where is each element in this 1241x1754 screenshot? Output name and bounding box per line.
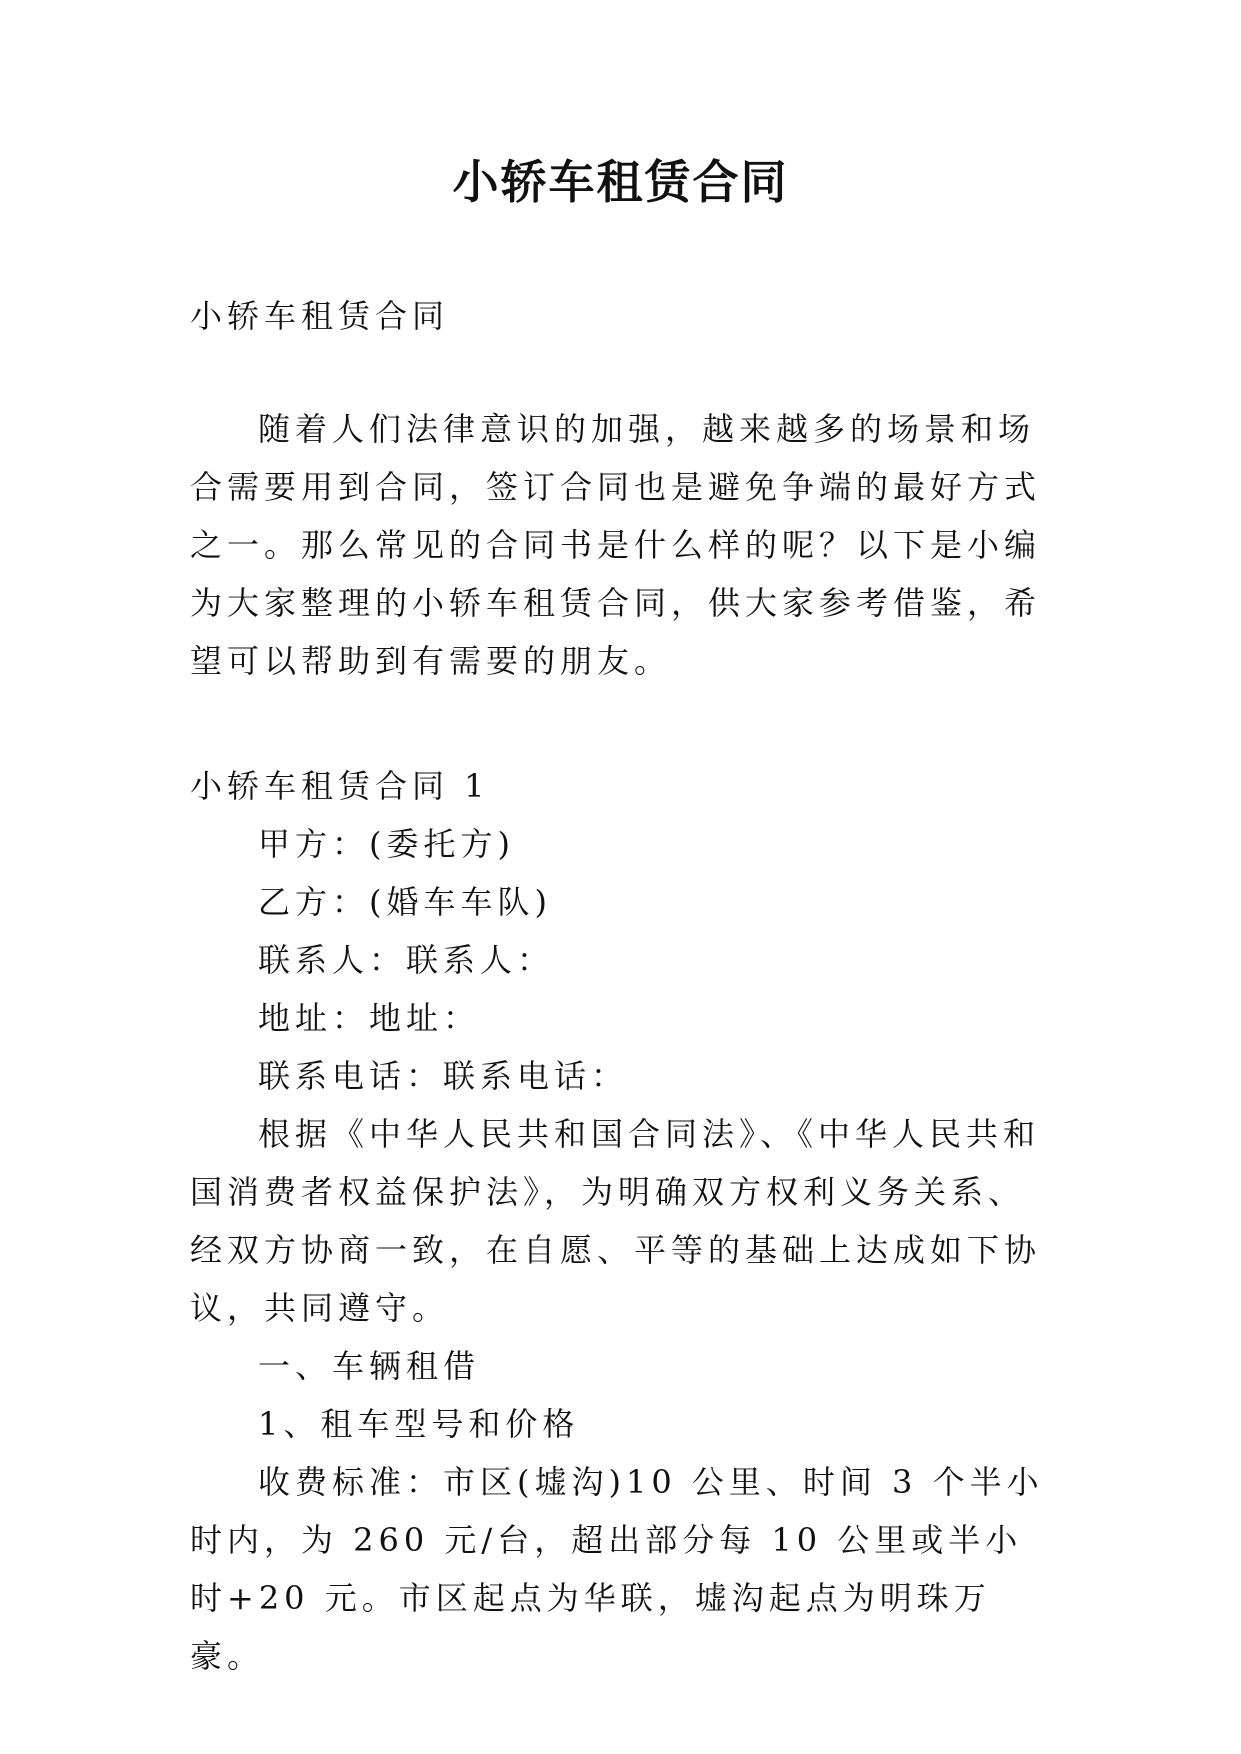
clause-heading-vehicle-rental: 一、车辆租借	[258, 1347, 481, 1385]
address-line: 地址：地址：	[258, 999, 481, 1037]
contact-phone-line: 联系电话：联系电话：	[258, 1057, 629, 1095]
document-title: 小轿车租赁合同	[452, 155, 789, 209]
clause-subheading-model-price: 1、租车型号和价格	[258, 1405, 580, 1443]
party-b-line: 乙方：(婚车车队)	[258, 883, 552, 921]
intro-paragraph: 随着人们法律意识的加强，越来越多的场景和场合需要用到合同，签订合同也是避免争端的最好方式之一。那么常见的合同书是什么样的呢？以下是小编为大家整理的小轿车租赁合同，供大家参考借鉴，希望可以帮助到有需要的朋友。	[190, 410, 1042, 680]
section-heading: 小轿车租赁合同 1	[190, 767, 490, 805]
legal-basis-paragraph: 根据《中华人民共和国合同法》、《中华人民共和国消费者权益保护法》，为明确双方权利义务关系、经双方协商一致，在自愿、平等的基础上达成如下协议，共同遵守。	[190, 1115, 1042, 1327]
contact-person-line: 联系人：联系人：	[258, 941, 555, 979]
contract-clauses	[190, 815, 1050, 1685]
document-subtitle: 小轿车租赁合同	[190, 297, 450, 335]
fee-standard-paragraph: 收费标准：市区(墟沟)10 公里、时间 3 个半小时内，为 260 元/台，超出部分每 10 公里或半小时+20 元。市区起点为华联，墟沟起点为明珠万豪。	[190, 1463, 1044, 1675]
party-a-line: 甲方：(委托方)	[258, 825, 515, 863]
